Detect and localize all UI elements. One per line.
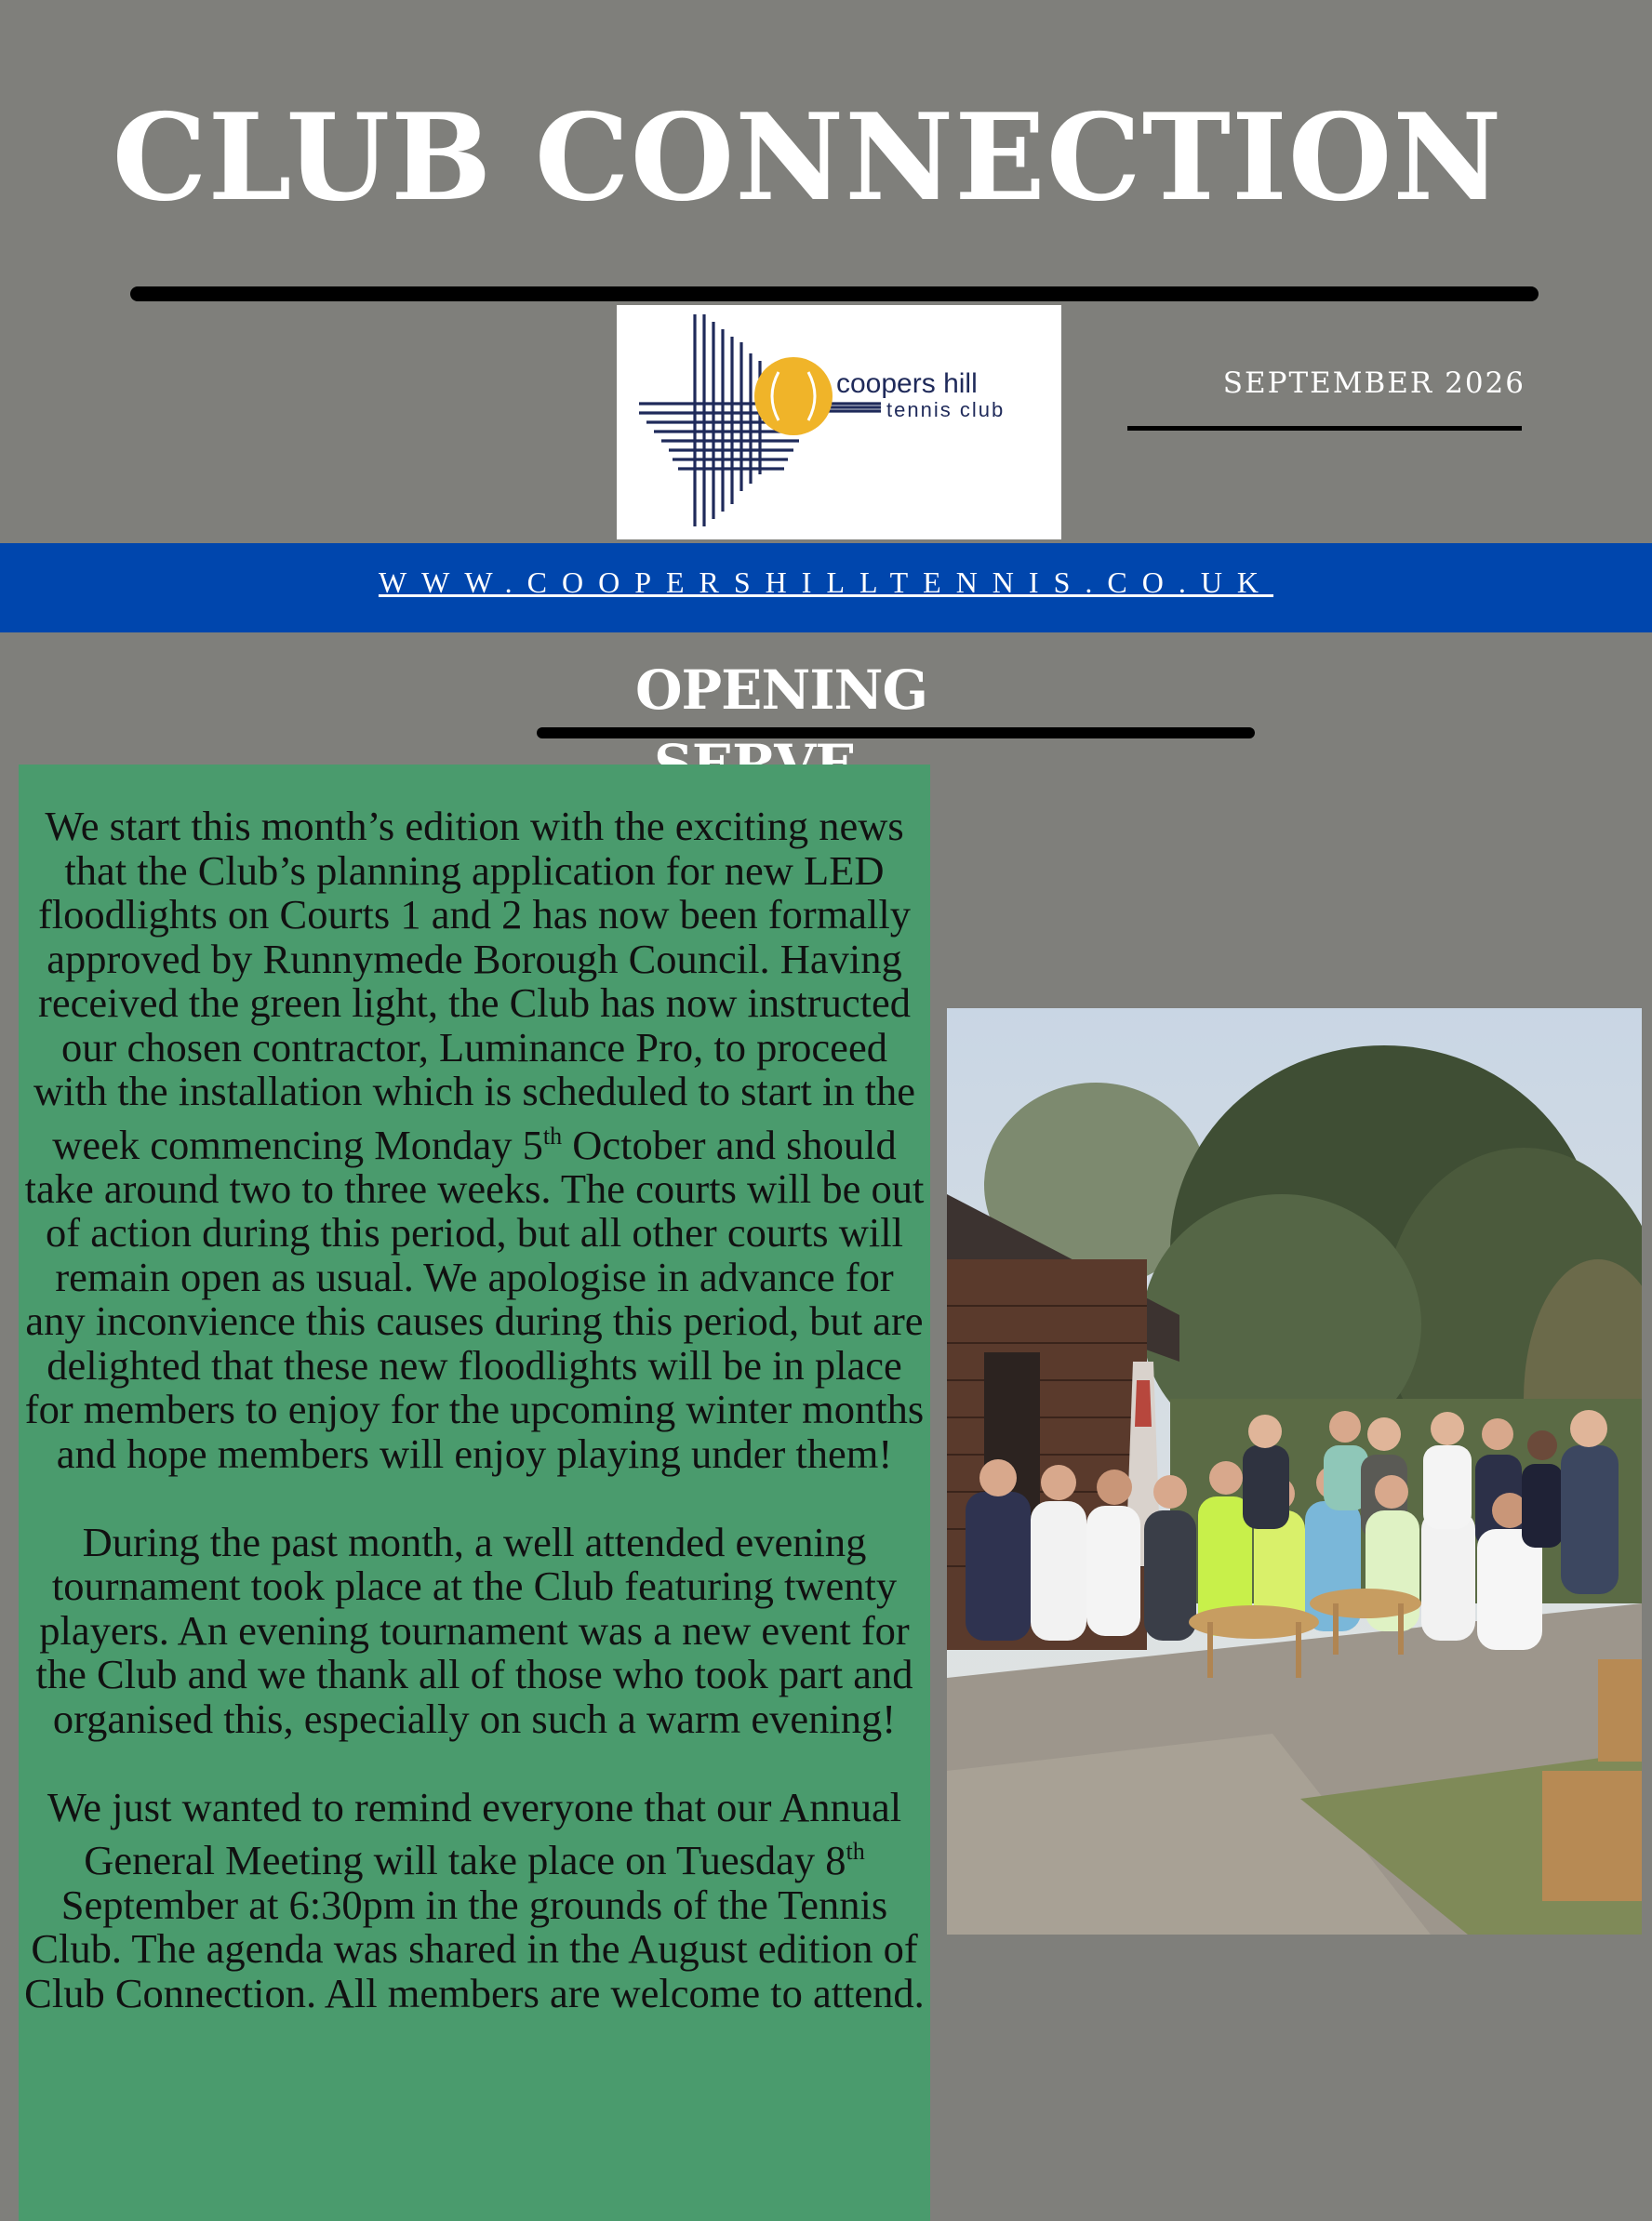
website-link[interactable]: WWW.COOPERSHILLTENNIS.CO.UK [378,565,1274,599]
article-paragraph-tournament: During the past month, a well attended evening tournament took place at the Club featuring twenty players. An evening tournament was a new event for the Club and we thank all of those who took part and organised this, especially on such a warm evening! [35,1518,913,1742]
coopers-hill-logo-graphic [617,305,1061,539]
logo-text-club-name: coopers hill [836,368,978,399]
section-underline [537,727,1255,738]
date-underline [1127,426,1522,431]
tennis-ball-icon [754,357,833,435]
logo-text-club-type: tennis club [886,398,1006,421]
header-divider [130,286,1539,301]
group-photo-illustration [947,1008,1642,1935]
newsletter-title: CLUB CONNECTION [112,88,1503,228]
article-panel [19,765,930,2221]
section-title: OPENING [634,658,928,722]
issue-date: SEPTEMBER 2026 [1222,366,1525,400]
website-banner [0,543,1652,632]
club-members-photo [947,1008,1642,1935]
article-paragraph-agm: We just wanted to remind everyone that our Annual General Meeting will take place on Tuesday 8th September at 6:30pm in the grounds of the Tennis Club. The agenda was shared in the August edition of Club Connection. All members are welcome to attend. [24,1783,925,2016]
article-paragraph-floodlights: We start this month’s edition with the exciting news that the Club’s planning application for new LED floodlights on Courts 1 and 2 has now been formally approved by Runnymede Borough Council. Having received the green light, the Club has now instructed our chosen contractor, Luminance Pro, to proceed with the installation which is scheduled to start in the week commencing Monday 5th October and should take around two to three weeks. The courts will be out of action during this period, but all other courts will remain open as usual. We apologise in advance for any inconvience this causes during this period, but are delighted that these new floodlights will be in place for members to enjoy for the upcoming winter months and hope members will enjoy playing under them! [24,803,925,1477]
club-logo [617,305,1061,539]
